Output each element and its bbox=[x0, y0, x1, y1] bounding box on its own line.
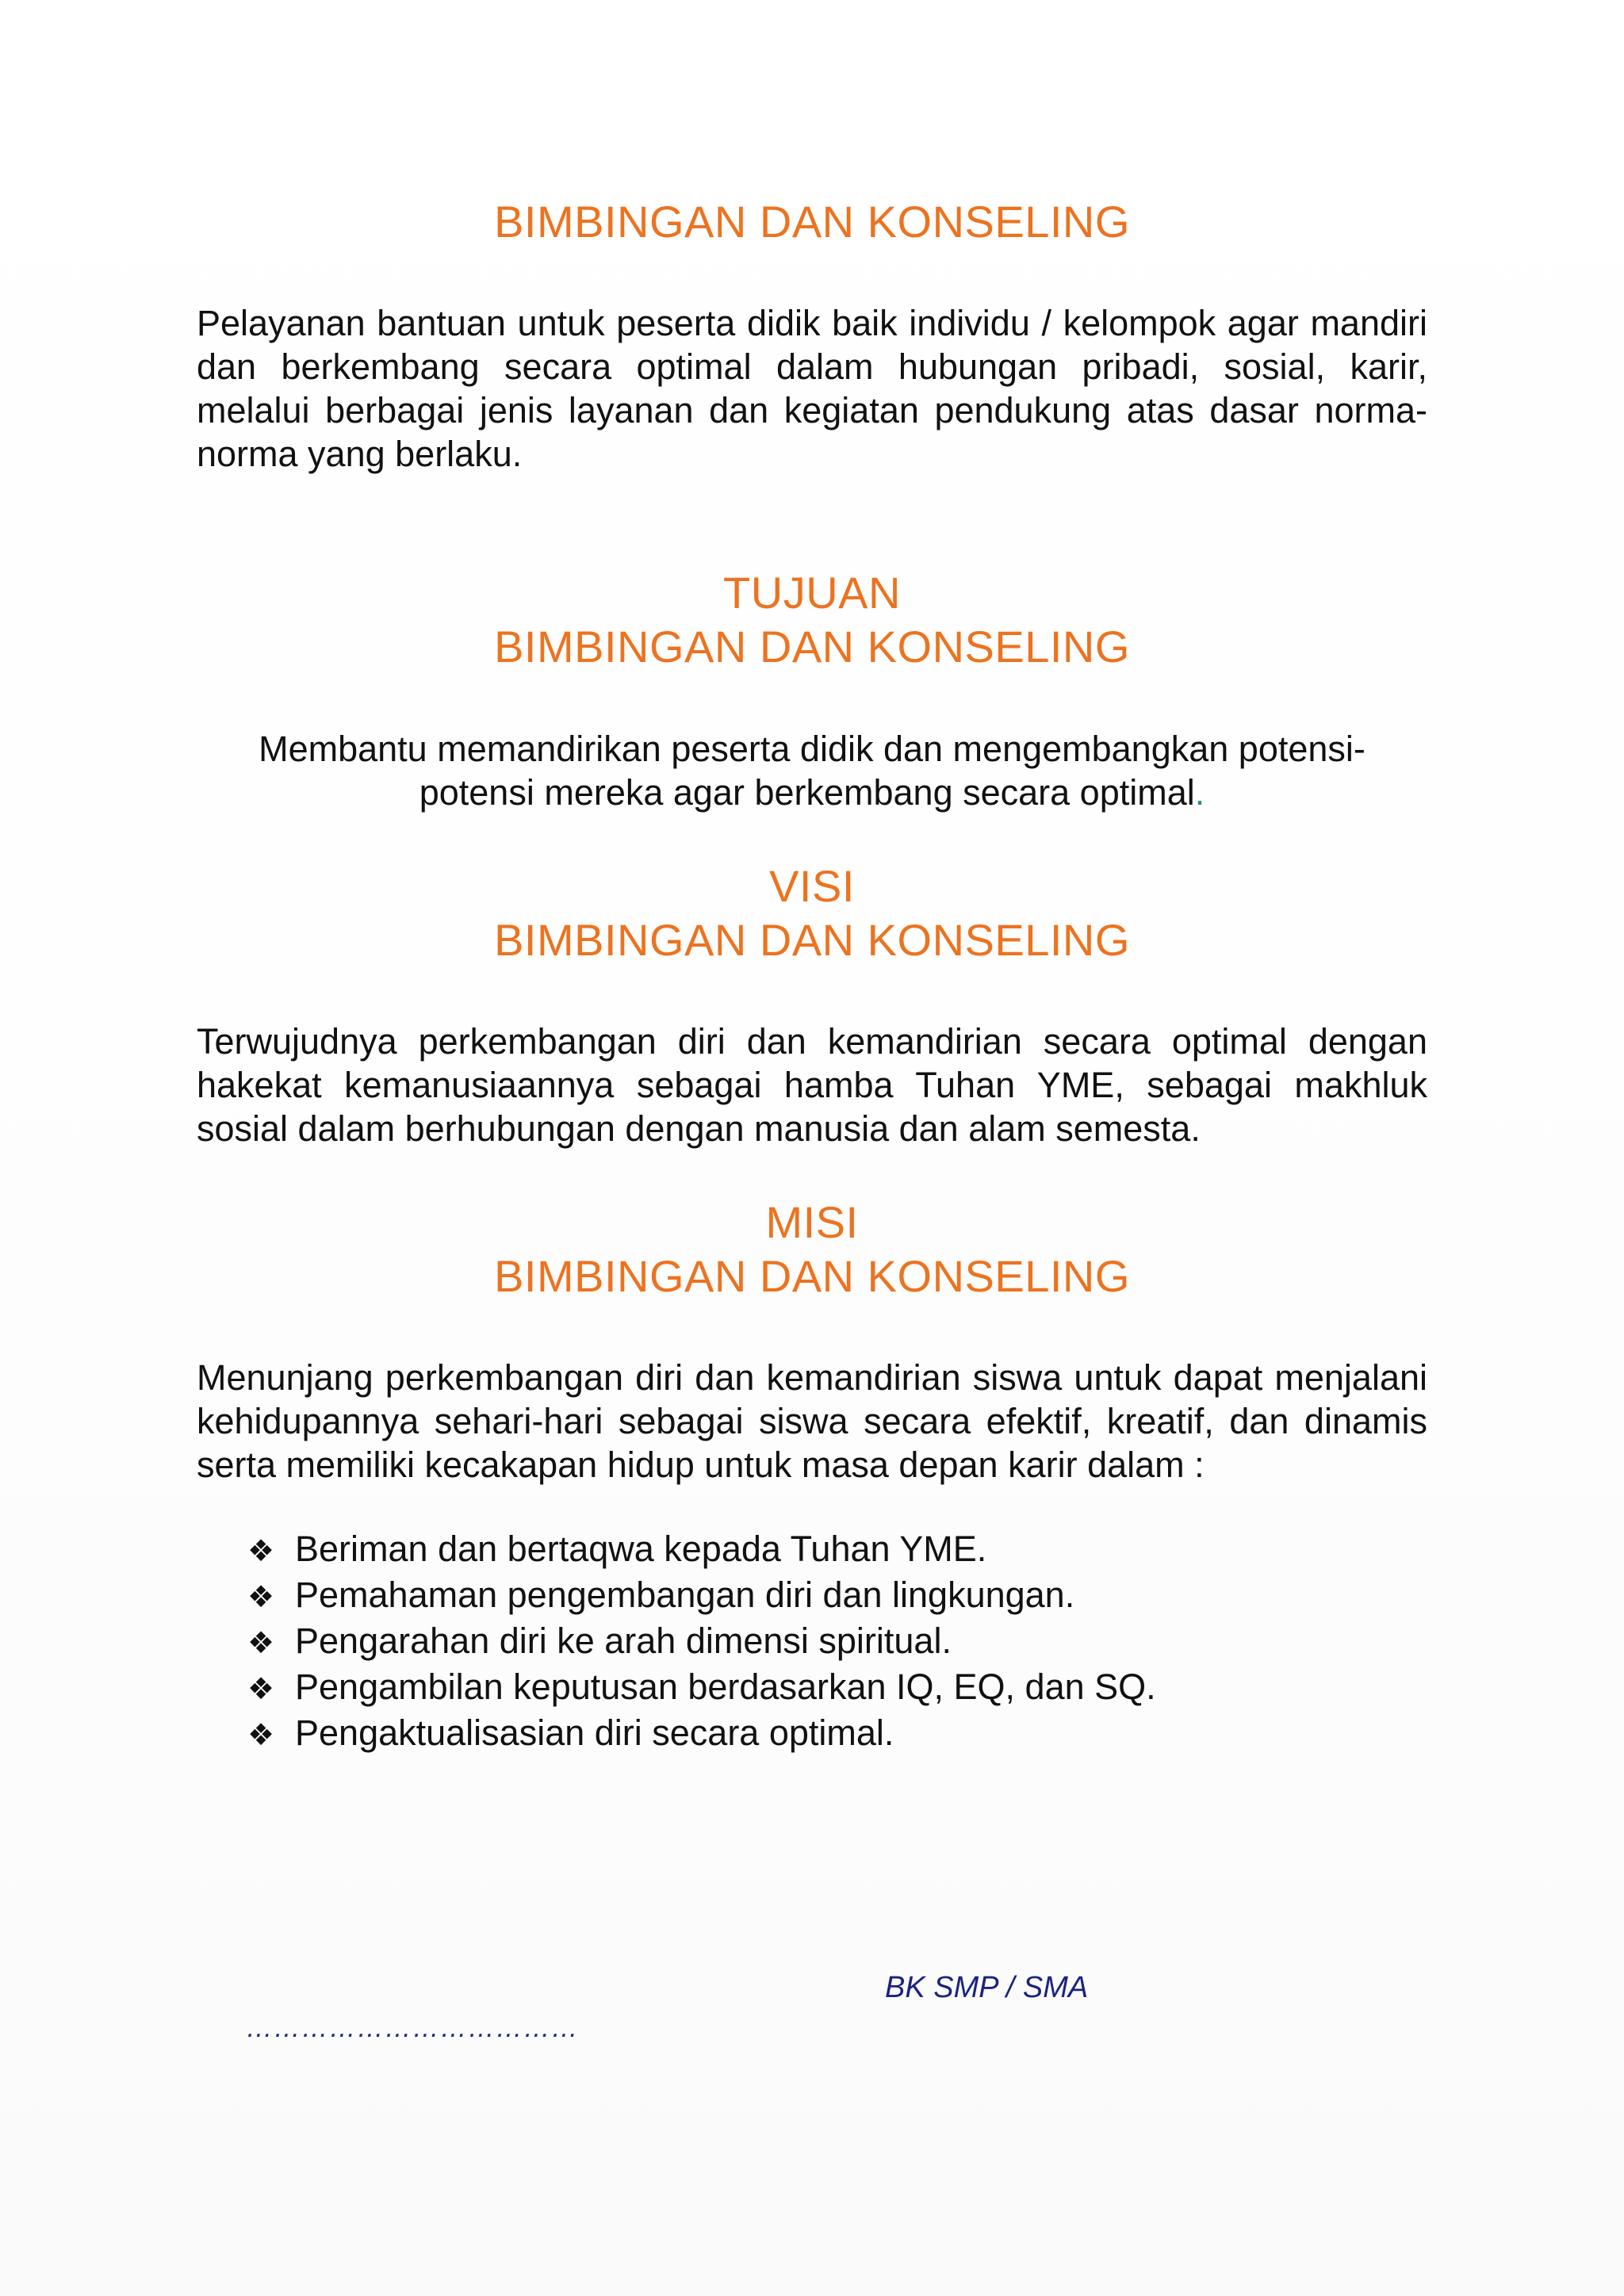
misi-heading bbox=[197, 1196, 1427, 1303]
footer-organization: BK SMP / SMA bbox=[885, 1971, 1089, 2004]
definition-title: BIMBINGAN DAN KONSELING bbox=[494, 197, 1130, 247]
list-item bbox=[247, 1619, 1421, 1665]
list-item bbox=[247, 1711, 1421, 1757]
signature-dotted-line: ……………………………… bbox=[246, 2013, 579, 2043]
misi-list bbox=[247, 1527, 1421, 1757]
misi-paragraph: Menunjang perkembangan diri dan kemandirian siswa untuk dapat menjalani kehidupannya sehari-hari sebagai siswa secara efektif, kreatif, dan dinamis serta memiliki kecakapan hidup untuk masa depan karir dalam : bbox=[197, 1357, 1427, 1485]
misi-title-line2: BIMBINGAN DAN KONSELING bbox=[494, 1251, 1130, 1301]
misi-title-line1: MISI bbox=[765, 1197, 859, 1247]
diamond-bullet-icon: ❖ bbox=[247, 1579, 275, 1614]
visi-title-line2: BIMBINGAN DAN KONSELING bbox=[494, 915, 1130, 965]
tujuan-title-line2: BIMBINGAN DAN KONSELING bbox=[494, 622, 1130, 672]
diamond-bullet-icon: ❖ bbox=[247, 1625, 275, 1660]
list-item bbox=[247, 1665, 1421, 1711]
tujuan-paragraph bbox=[197, 727, 1427, 814]
visi-paragraph: Terwujudnya perkembangan diri dan kemandirian secara optimal dengan hakekat kemanusiaannya sebagai hamba Tuhan YME, sebagai makhluk sosial dalam berhubungan dengan manusia dan alam semesta. bbox=[197, 1021, 1427, 1149]
list-item bbox=[247, 1573, 1421, 1619]
diamond-bullet-icon: ❖ bbox=[247, 1671, 275, 1706]
visi-title-line1: VISI bbox=[769, 861, 855, 911]
definition-paragraph: Pelayanan bantuan untuk peserta didik baik individu / kelompok agar mandiri dan berkembang secara optimal dalam hubungan pribadi, sosial, karir, melalui berbagai jenis layanan dan kegiatan pendukung atas dasar norma-norma yang berlaku. bbox=[197, 303, 1427, 474]
visi-heading bbox=[197, 859, 1427, 967]
tujuan-end-dot: . bbox=[1194, 772, 1205, 813]
list-item-text: Pemahaman pengembangan diri dan lingkungan. bbox=[295, 1575, 1075, 1615]
diamond-bullet-icon: ❖ bbox=[247, 1717, 275, 1752]
list-item bbox=[247, 1527, 1421, 1573]
tujuan-heading bbox=[197, 566, 1427, 674]
list-item-text: Beriman dan bertaqwa kepada Tuhan YME. bbox=[295, 1529, 987, 1569]
list-item-text: Pengaktualisasian diri secara optimal. bbox=[295, 1712, 894, 1753]
list-item-text: Pengarahan diri ke arah dimensi spiritual. bbox=[295, 1621, 952, 1661]
list-item-text: Pengambilan keputusan berdasarkan IQ, EQ, dan SQ. bbox=[295, 1667, 1156, 1707]
tujuan-body: Membantu memandirikan peserta didik dan mengembangkan potensi-potensi mereka agar berkembang secara optimal bbox=[259, 729, 1365, 813]
tujuan-title-line1: TUJUAN bbox=[723, 568, 901, 618]
definition-heading bbox=[197, 195, 1427, 249]
diamond-bullet-icon: ❖ bbox=[247, 1533, 275, 1568]
